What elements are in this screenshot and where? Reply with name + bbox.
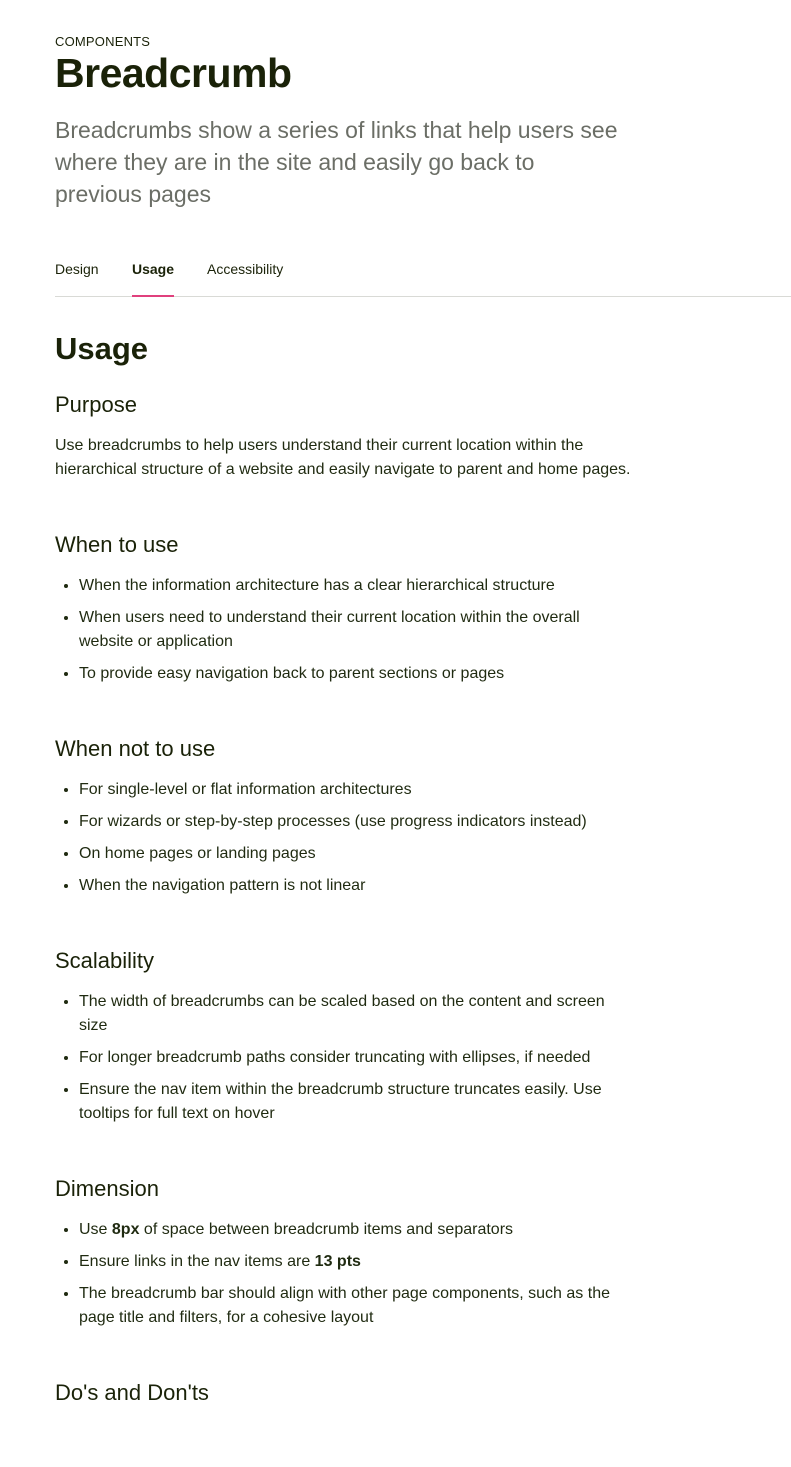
dimension-list [55, 1218, 635, 1330]
page-lead: Breadcrumbs show a series of links that help users see where they are in the site and easily go back to previous pages [55, 117, 618, 207]
main-content [55, 328, 635, 1408]
scalability-section [55, 946, 635, 1126]
when-not-to-use-section [55, 734, 635, 898]
list-item: • Ensure links in the nav items are 13 pts [79, 1250, 635, 1274]
page-title: Breadcrumb [55, 50, 292, 96]
dos-donts-heading: Do's and Don'ts [55, 1380, 209, 1405]
dimension-heading: Dimension [55, 1176, 159, 1201]
when-to-use-list [55, 574, 635, 686]
purpose-section [55, 390, 635, 482]
list-item: • For longer breadcrumb paths consider truncating with ellipses, if needed [79, 1046, 635, 1070]
when-not-to-use-heading: When not to use [55, 736, 216, 761]
list-item: • For single-level or flat information architectures [79, 778, 635, 802]
dimension-section [55, 1174, 635, 1330]
font-size-value: 13 pts [314, 1253, 361, 1270]
scalability-list [55, 990, 635, 1126]
section-title: Usage [55, 331, 149, 366]
list-item: • The width of breadcrumbs can be scaled based on the content and screen size [79, 990, 635, 1038]
list-item: • Ensure the nav item within the breadcrumb structure truncates easily. Use tooltips for full text on hover [79, 1078, 635, 1126]
when-to-use-heading: When to use [55, 532, 179, 557]
when-to-use-section [55, 530, 635, 686]
list-item: • When the navigation pattern is not linear [79, 874, 635, 898]
purpose-heading: Purpose [55, 392, 137, 417]
tab-accessibility[interactable]: Accessibility [207, 261, 284, 277]
tab-usage[interactable]: Usage [132, 258, 174, 296]
dos-donts-section [55, 1378, 635, 1408]
eyebrow-label: COMPONENTS [55, 34, 151, 49]
when-not-to-use-list [55, 778, 635, 898]
list-item: • On home pages or landing pages [79, 842, 635, 866]
tab-bar [55, 258, 791, 297]
list-item: • When users need to understand their current location within the overall website or application [79, 606, 635, 654]
list-item: • To provide easy navigation back to parent sections or pages [79, 662, 635, 686]
scalability-heading: Scalability [55, 948, 155, 973]
purpose-text: Use breadcrumbs to help users understand their current location within the hierarchical structure of a website and easily navigate to parent and home pages. [55, 437, 631, 478]
spacing-value: 8px [111, 1221, 140, 1238]
list-item: • Use 8px of space between breadcrumb items and separators [79, 1218, 635, 1242]
list-item: • For wizards or step-by-step processes (use progress indicators instead) [79, 810, 635, 834]
list-item: • When the information architecture has a clear hierarchical structure [79, 574, 635, 598]
tab-design[interactable]: Design [55, 261, 99, 277]
list-item: • The breadcrumb bar should align with other page components, such as the page title and filters, for a cohesive layout [79, 1282, 635, 1330]
